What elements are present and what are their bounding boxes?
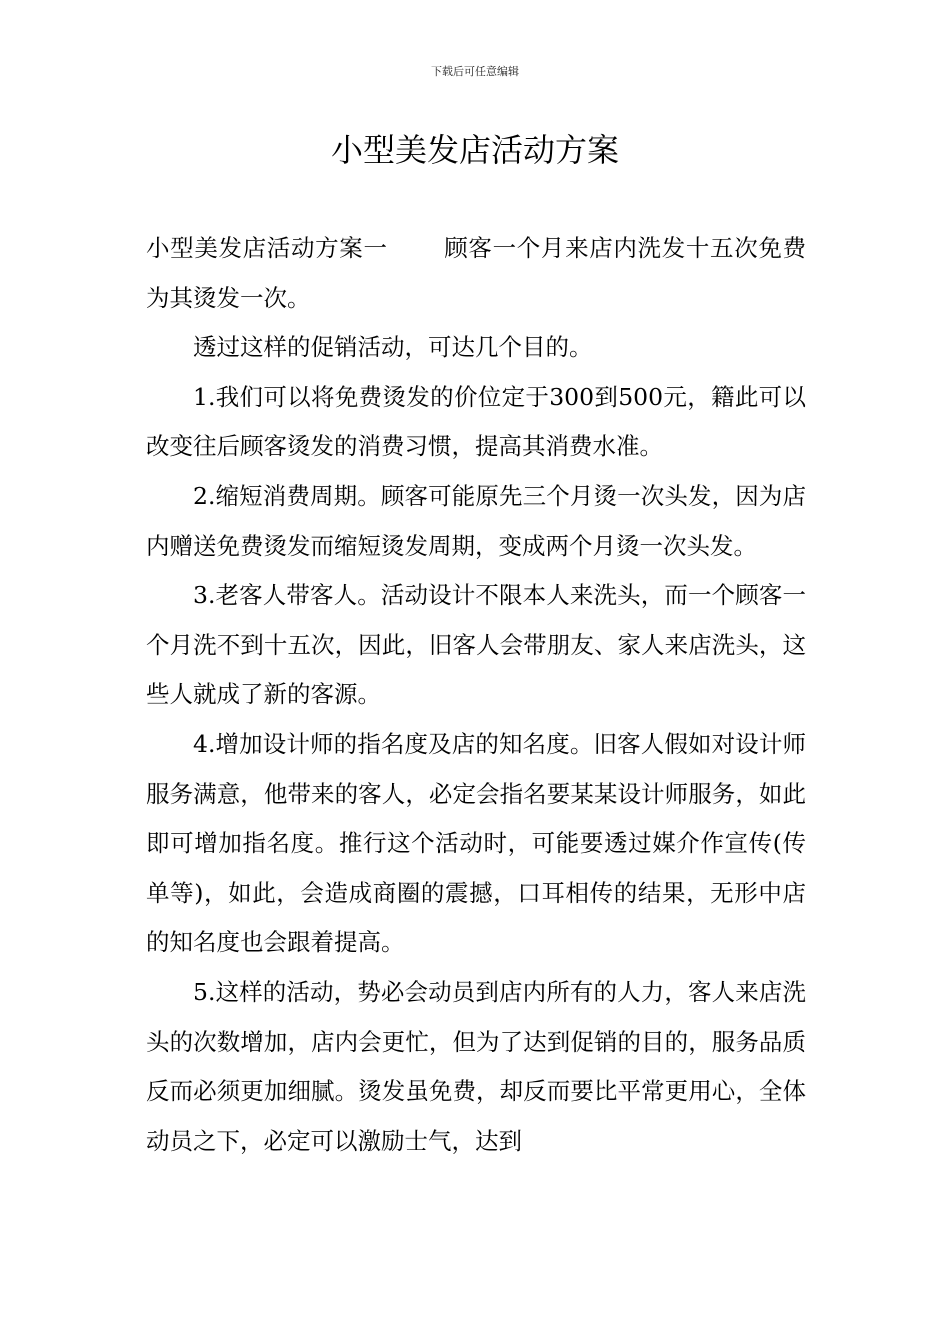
intro-text: 顾客一个月来店内洗发十五次免费为其烫发一次。: [146, 234, 807, 312]
paragraph-point-4: 4.增加设计师的指名度及店的知名度。旧客人假如对设计师服务满意，他带来的客人，必定会指名要某某设计师服务，如此即可增加指名度。推行这个活动时，可能要透过媒介作宣传(传单等)，如此，会造成商圈的震撼，口耳相传的结果，无形中店的知名度也会跟着提高。: [146, 729, 806, 957]
document-title: 小型美发店活动方案: [330, 131, 619, 169]
intro-label: 小型美发店活动方案一: [146, 234, 388, 262]
intro-paragraph: [146, 224, 806, 323]
page-header-note: 下载后可任意编辑: [431, 65, 519, 78]
paragraph-purpose: 透过这样的促销活动，可达几个目的。: [193, 333, 593, 362]
paragraph-point-2: 2.缩短消费周期。顾客可能原先三个月烫一次头发，因为店内赠送免费烫发而缩短烫发周期，变成两个月烫一次头发。: [146, 481, 806, 560]
paragraph-point-3: 3.老客人带客人。活动设计不限本人来洗头，而一个顾客一个月洗不到十五次，因此，旧客人会带朋友、家人来店洗头，这些人就成了新的客源。: [146, 581, 806, 709]
paragraph-point-5: 5.这样的活动，势必会动员到店内所有的人力，客人来店洗头的次数增加，店内会更忙，但为了达到促销的目的，服务品质反而必须更加细腻。烫发虽免费，却反而要比平常更用心，全体动员之下，必定可以激励士气，达到: [146, 977, 806, 1155]
paragraph-point-1: 1.我们可以将免费烫发的价位定于300到500元，籍此可以改变往后顾客烫发的消费习惯，提高其消费水准。: [146, 382, 806, 461]
document-body: [146, 224, 806, 1166]
